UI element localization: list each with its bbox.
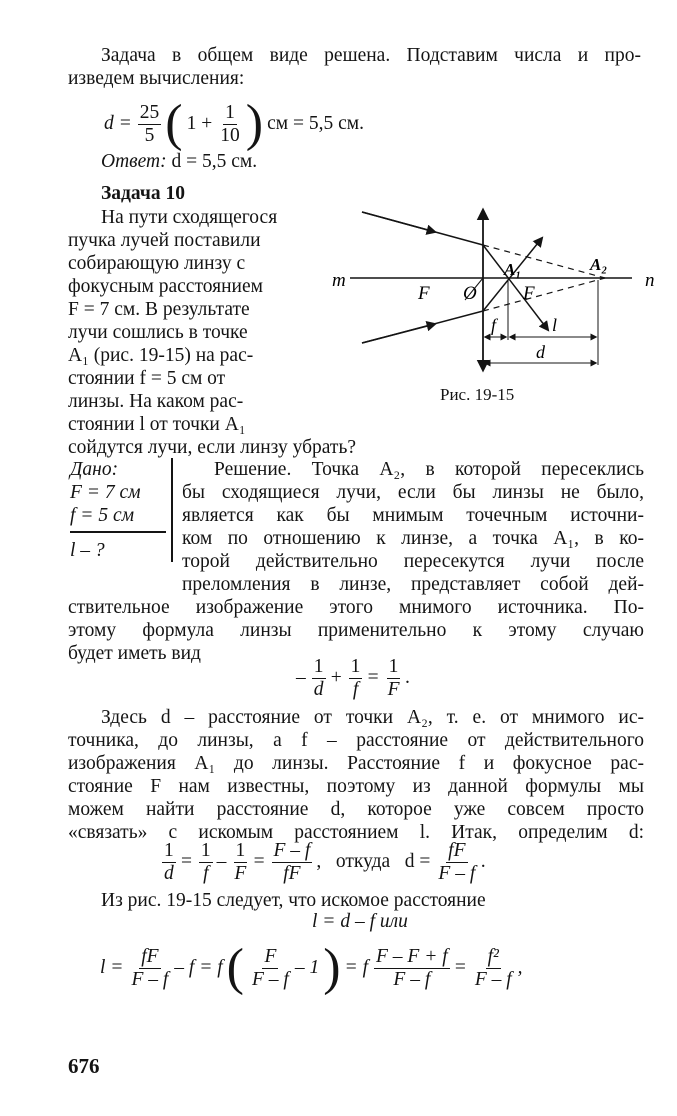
lf-n3: 1 <box>388 655 399 677</box>
eq1-num2: 1 <box>225 101 235 123</box>
eq4-eq: = f <box>344 957 368 978</box>
lf-d2: f <box>352 678 359 700</box>
label-a2: A₂ <box>590 255 608 274</box>
task-line: стоянии l от точки A₁ <box>68 414 246 435</box>
eq4-a-n: fF <box>141 945 159 967</box>
label-d: d <box>536 342 545 362</box>
eq4-frac-d <box>473 946 514 991</box>
solution-line: ствительное изображение этого мнимого источника. По- <box>68 597 644 618</box>
para2-line: «связать» с искомым расстоянием l. Итак, определим d: <box>68 822 644 843</box>
lf-end: . <box>405 667 411 688</box>
eq1-one-plus: 1 + <box>186 113 213 134</box>
given-label: Дано: <box>70 459 119 480</box>
given-divider <box>70 531 166 533</box>
equation-d-value <box>104 96 368 152</box>
figure-lens-diagram <box>320 200 660 410</box>
eq4-lhs: l = <box>100 957 124 978</box>
task-line: собирающую линзу с <box>68 253 246 274</box>
para2-line: можем найти расстояние d, которое уже совсем просто <box>68 799 644 820</box>
given-vertical-divider <box>171 458 173 562</box>
eq4-d-d: F – f <box>474 968 512 990</box>
given-find: l – ? <box>70 540 105 561</box>
eq3-frac-c <box>232 840 248 885</box>
eq1-num: 25 <box>139 101 160 123</box>
solution-line: этому формула линзы применительно к этому случаю <box>68 620 644 641</box>
eq4-b-d: F – f <box>252 968 289 990</box>
eq3-mid: , откуда d = <box>316 851 431 872</box>
solution-line: торой действительно пересекутся лучи после <box>182 551 644 572</box>
intro-line-2: изведем вычисления: <box>68 68 245 89</box>
label-n: n <box>645 270 655 291</box>
eq3-c-n: 1 <box>235 839 246 861</box>
dashed-upper <box>483 245 608 278</box>
label-f-small: f <box>491 315 497 335</box>
given-f-focal: F = 7 см <box>70 482 141 503</box>
para2-line: стояние F нам известны, поэтому из данной формулы мы <box>68 776 644 797</box>
task-line: лучи сошлись в точке <box>68 322 248 343</box>
eq3-e-d: fF <box>283 862 301 884</box>
lf-minus: – <box>296 667 306 688</box>
solution-line: будет иметь вид <box>68 643 201 664</box>
eq3-eq2: = <box>252 851 266 872</box>
eq3-a-n: 1 <box>164 839 174 861</box>
page-number: 676 <box>68 1054 100 1078</box>
equation-solve-d <box>160 834 490 890</box>
eq4-frac-b <box>250 946 291 991</box>
label-f-left: F <box>418 283 430 304</box>
eq3-c-d: F <box>234 862 247 884</box>
intro-line-1: Задача в общем виде решена. Подставим числа и про- <box>101 45 641 66</box>
eq3-frac-g <box>436 840 477 885</box>
solution-line: бы сходящиеся лучи, если бы линзы не было, <box>182 482 644 503</box>
eq4-open-paren: ( <box>226 939 244 996</box>
task-line: стоянии f = 5 см от <box>68 368 226 389</box>
eq4-frac-c <box>374 946 450 991</box>
task-line: фокусным расстоянием <box>68 276 263 297</box>
lf-d3: F <box>387 678 400 700</box>
solution-line: Решение. Точка A₂, в которой пересеклись <box>214 459 644 480</box>
eq4-b-n: F <box>264 945 277 967</box>
eq3-eq1: = <box>179 851 193 872</box>
eq4-d-n: f² <box>487 945 499 967</box>
eq3-b-n: 1 <box>200 839 211 861</box>
eq1-rhs: см = 5,5 см. <box>267 113 364 134</box>
label-a1: A₁ <box>504 260 522 279</box>
answer-line <box>101 150 257 174</box>
label-f-right: F <box>523 283 535 304</box>
eq3-g-n: fF <box>448 839 466 861</box>
lf-frac-F <box>386 656 402 701</box>
label-m: m <box>332 270 346 291</box>
lf-n1: 1 <box>313 655 324 677</box>
eq4-m1: – f = f <box>174 957 223 978</box>
from-figure-line: Из рис. 19-15 следует, что искомое расстояние <box>101 890 486 911</box>
eq3-frac-b <box>199 840 213 885</box>
eq3-b-d: f <box>203 862 209 884</box>
eq3-frac-a <box>162 840 176 885</box>
label-l: l <box>552 315 558 335</box>
task-line: пучка лучей поставили <box>68 230 261 251</box>
eq1-lhs: d = <box>104 113 132 134</box>
equation-l-final <box>100 938 527 998</box>
eq4-c-d: F – f <box>393 968 431 990</box>
eq1-fraction-1-10 <box>218 102 242 147</box>
lf-n2: 1 <box>350 655 361 677</box>
para2-line: изображения A₁ до линзы. Расстояние f и фокусное рас- <box>68 753 644 774</box>
eq1-fraction-25-5 <box>138 102 162 147</box>
eq1-close-paren: ) <box>245 95 264 152</box>
task-title: Задача 10 <box>101 183 185 204</box>
eq4-a-d: F – f <box>131 968 169 990</box>
eq4-close-paren: ) <box>323 939 341 996</box>
task-line: На пути сходящегося <box>101 207 278 228</box>
eq3-g-d: F – f <box>438 862 476 884</box>
eq3-frac-e <box>272 840 313 885</box>
figure-caption: Рис. 19-15 <box>440 385 515 404</box>
eq3-end: . <box>481 851 487 872</box>
eq3-e-n: F – f <box>273 839 311 861</box>
label-o: O <box>463 283 477 304</box>
lf-frac-f <box>349 656 363 701</box>
para2-line: точника, до линзы, а f – расстояние от действительного <box>68 730 644 751</box>
dashed-lower <box>483 278 605 311</box>
solution-line: является как бы мнимым точечным источни- <box>182 505 644 526</box>
eq4-m2: – 1 <box>294 957 320 978</box>
eq4-c-n: F – F + f <box>376 945 448 967</box>
task-line: линзы. На каком рас- <box>68 391 244 412</box>
eq4-frac-a <box>129 946 170 991</box>
lens-formula <box>296 650 414 706</box>
solution-line: ком по отношению к линзе, а точка A₁, в ко- <box>182 528 644 549</box>
answer-value: d = 5,5 см. <box>171 151 258 172</box>
lf-eq: = <box>366 667 380 688</box>
eq3-minus: – <box>216 851 227 872</box>
task-line: A₁ (рис. 19-15) на рас- <box>68 345 254 366</box>
eq1-den: 5 <box>144 124 155 146</box>
eq3-a-d: d <box>164 862 174 884</box>
eq4-eq2: = <box>453 957 467 978</box>
solution-line: преломления в линзе, представляет собой дей- <box>182 574 644 595</box>
eq1-open-paren: ( <box>165 95 183 152</box>
lf-plus: + <box>329 667 343 688</box>
answer-label: Ответ: <box>101 151 167 172</box>
eq1-den2: 10 <box>220 124 240 146</box>
para2-line: Здесь d – расстояние от точки A₂, т. е. от мнимого ис- <box>101 707 644 728</box>
task-line: F = 7 см. В результате <box>68 299 250 320</box>
l-equation-line: l = d – f или <box>312 911 408 932</box>
lf-d1: d <box>313 678 324 700</box>
eq4-end: , <box>517 957 523 978</box>
task-line-last: сойдутся лучи, если линзу убрать? <box>68 437 356 458</box>
lf-frac-d <box>312 656 326 701</box>
given-f-image: f = 5 см <box>70 505 135 526</box>
